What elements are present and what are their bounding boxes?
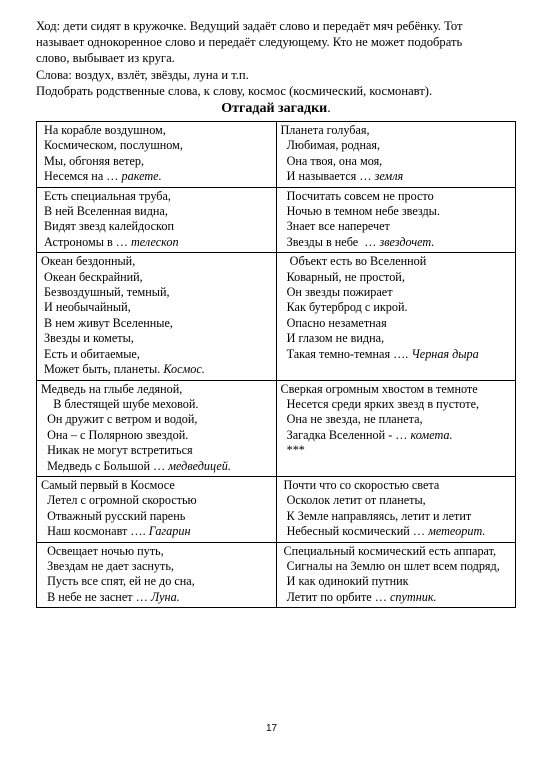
riddle-line: Безвоздушный, темный, — [41, 285, 170, 300]
riddle-line: На корабле воздушном, — [41, 123, 166, 138]
riddle-last-line — [41, 459, 272, 474]
riddle-row — [37, 187, 516, 253]
riddle-last-line — [41, 235, 272, 250]
riddle-line: И как одинокий путник — [280, 574, 409, 589]
riddle-line: Специальный космический есть аппарат, — [280, 543, 497, 558]
riddle-last-line — [281, 524, 512, 539]
section-heading — [36, 100, 516, 117]
riddle-answer: земля — [374, 169, 404, 184]
riddle-answer: Космос. — [163, 362, 205, 377]
riddle-answer: ракете. — [121, 169, 162, 184]
riddle-last-line — [281, 235, 512, 250]
riddle-line: И необычайный, — [41, 300, 131, 315]
riddle-line: Посчитать совсем не просто — [280, 188, 434, 203]
riddle-cell — [276, 476, 516, 542]
riddle-line: Она – с Полярною звездой. — [41, 427, 189, 442]
riddle-line: Опасно незаметная — [280, 315, 387, 330]
riddles-table-body — [37, 122, 516, 608]
riddle-line: Летел с огромной скоростью — [41, 493, 197, 508]
riddle-line: В блестящей шубе меховой. — [41, 396, 199, 411]
riddle-cell — [37, 187, 277, 253]
riddle-line: Видят звезд калейдоскоп — [41, 219, 174, 234]
riddle-line: Он звезды пожирает — [280, 285, 393, 300]
riddle-line: Как бутерброд с икрой. — [280, 300, 408, 315]
riddle-last-text: В небе не заснет … — [41, 589, 151, 604]
riddle-cell — [276, 542, 516, 608]
riddle-line: Коварный, не простой, — [280, 269, 405, 284]
riddle-last-line — [41, 169, 272, 184]
riddle-line: Ночью в темном небе звезды. — [280, 204, 440, 219]
riddle-answer: медведицей. — [168, 458, 231, 473]
riddle-line: Знает все наперечет — [280, 219, 390, 234]
riddle-last-text: Наш космонавт …. — [41, 524, 149, 539]
riddle-line: Он дружит с ветром и водой, — [41, 412, 198, 427]
riddle-line: Она не звезда, не планета, — [280, 412, 423, 427]
riddle-line: Несется среди ярких звезд в пустоте, — [280, 396, 480, 411]
riddle-cell — [37, 542, 277, 608]
riddle-line: Самый первый в Космосе — [41, 477, 175, 492]
document-page — [36, 18, 516, 608]
riddle-last-line — [281, 347, 512, 362]
riddle-line: И глазом не видна, — [280, 331, 385, 346]
riddle-cell — [276, 253, 516, 380]
riddle-last-line — [41, 590, 272, 605]
riddle-line: Почти что со скоростью света — [280, 477, 440, 492]
riddle-line: Медведь на глыбе ледяной, — [41, 381, 183, 396]
intro-text — [36, 18, 516, 99]
intro-line: Ход: дети сидят в кружочке. Ведущий задаёт слово и передаёт мяч ребёнку. Тот — [36, 19, 463, 33]
riddle-line: Осколок летит от планеты, — [280, 493, 426, 508]
intro-line: Слова: воздух, взлёт, звёзды, луна и т.п. — [36, 67, 249, 82]
riddle-last-text: Звезды в небе … — [280, 234, 380, 249]
intro-line: называет однокоренное слово и передаёт следующему. Кто не может подобрать — [36, 35, 463, 50]
riddle-extra: *** — [280, 443, 305, 458]
riddle-last-line — [281, 590, 512, 605]
riddle-line: Мы, обгоняя ветер, — [41, 153, 144, 168]
riddle-line: Океан бескрайний, — [41, 269, 143, 284]
riddle-answer: телескоп — [130, 234, 179, 249]
riddle-line: Космическом, послушном, — [41, 138, 183, 153]
riddle-line: Она твоя, она моя, — [280, 153, 383, 168]
riddle-last-line — [41, 524, 272, 539]
riddle-cell — [276, 187, 516, 253]
riddle-cell — [37, 253, 277, 380]
riddle-last-text: Астрономы в … — [41, 234, 131, 249]
riddle-cell — [37, 122, 277, 188]
riddle-line: К Земле направляясь, летит и летит — [280, 508, 472, 523]
riddle-line: Объект есть во Вселенной — [280, 254, 427, 269]
riddle-line: В ней Вселенная видна, — [41, 204, 168, 219]
riddle-cell — [37, 476, 277, 542]
riddle-cell — [276, 122, 516, 188]
riddle-last-text: И называется … — [280, 169, 375, 184]
riddle-last-text: Несемся на … — [41, 169, 122, 184]
page-number: 17 — [265, 723, 278, 734]
riddle-line: Звезды и кометы, — [41, 331, 134, 346]
riddle-last-line — [281, 169, 512, 184]
riddle-answer: метеорит. — [428, 524, 486, 539]
riddle-last-text: Медведь с Большой … — [41, 458, 169, 473]
riddle-answer: Черная дыра — [411, 346, 479, 361]
intro-line: Подобрать родственные слова, к слову, космос (космический, космонавт). — [36, 83, 433, 98]
riddle-last-text: Такая темно-темная …. — [280, 346, 412, 361]
riddle-line: В нем живут Вселенные, — [41, 315, 173, 330]
riddle-line: Никак не могут встретиться — [41, 443, 193, 458]
riddle-line: Пусть все спят, ей не до сна, — [41, 574, 195, 589]
riddle-cell — [37, 380, 277, 476]
riddle-answer: звездочет. — [379, 234, 435, 249]
riddle-line: Есть и обитаемые, — [41, 346, 140, 361]
riddle-last-text: Небесный космический … — [280, 524, 429, 539]
riddle-line: Освещает ночью путь, — [41, 543, 164, 558]
riddle-line: Есть специальная труба, — [41, 188, 171, 203]
riddle-line: Сигналы на Землю он шлет всем подряд, — [280, 558, 500, 573]
riddle-line: Сверкая огромным хвостом в темноте — [280, 381, 478, 396]
heading-punct: . — [327, 101, 331, 117]
riddle-answer: комета. — [410, 427, 453, 442]
riddle-row — [37, 476, 516, 542]
riddle-last-line — [41, 362, 272, 377]
riddle-line: Отважный русский парень — [41, 508, 186, 523]
riddle-last-text: Летит по орбите … — [280, 589, 390, 604]
riddle-answer: спутник. — [390, 589, 437, 604]
intro-line: слово, выбывает из круга. — [36, 51, 175, 66]
riddles-table — [36, 121, 516, 608]
riddle-line: Океан бездонный, — [41, 254, 136, 269]
heading-text: Отгадай загадки — [221, 101, 328, 117]
riddle-last-line — [281, 428, 512, 443]
riddle-line: Любимая, родная, — [280, 138, 381, 153]
riddle-row — [37, 542, 516, 608]
riddle-line: Планета голубая, — [280, 123, 370, 138]
riddle-answer: Луна. — [150, 589, 180, 604]
riddle-answer: Гагарин — [148, 524, 191, 539]
riddle-last-text: Загадка Вселенной - … — [280, 427, 411, 442]
riddle-row — [37, 253, 516, 380]
riddle-cell — [276, 380, 516, 476]
riddle-last-text: Может быть, планеты. — [41, 362, 164, 377]
riddle-line: Звездам не дает заснуть, — [41, 558, 174, 573]
riddle-row — [37, 122, 516, 188]
riddle-row — [37, 380, 516, 476]
